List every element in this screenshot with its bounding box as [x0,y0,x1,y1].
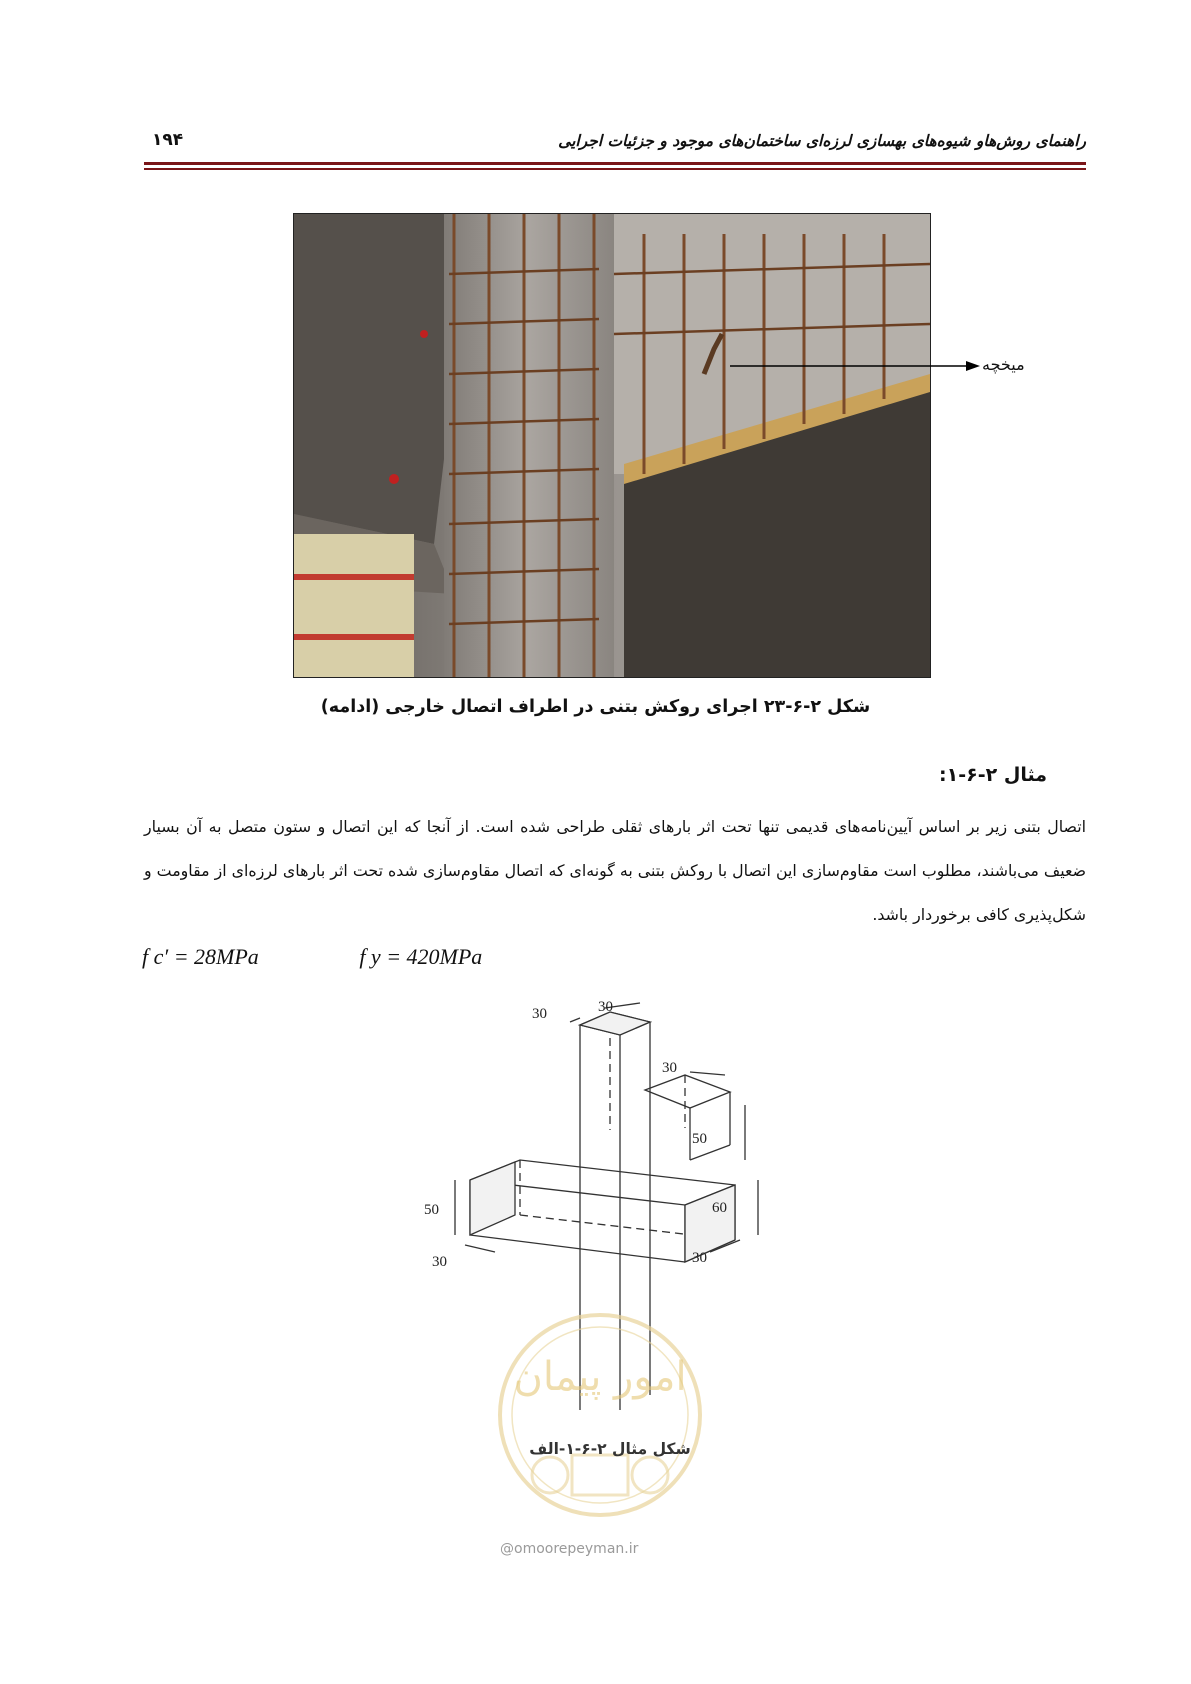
watermark-url: @omoorepeyman.ir [500,1541,639,1557]
formula-fy: f y = 420MPa [359,944,483,969]
dim-col-right: 30 [598,999,613,1015]
annotation-label: میخچه [982,355,1025,374]
dim-right-width: 30 [692,1250,707,1266]
formula-fc: f c′ = 28MPa [142,944,259,969]
diagram-caption: شکل مثال ۲-۶-۱-الف [529,1440,691,1458]
page-number: ۱۹۴ [152,130,184,150]
dim-back-width: 30 [662,1060,677,1076]
paragraph-text: اتصال بتنی زیر بر اساس آیین‌نامه‌های قدیمی تنها تحت اثر بارهای ثقلی طراحی شده است. از آنجا که این اتصال و ستون متصل به آن بسیار ضعیف می‌باشند، مطلوب است مقاوم‌سازی این اتصال با روکش بتنی به گونه‌ای که اتصال مقاوم‌سازی شده تحت اثر بارهای لرزه‌ای از مقاومت و شکل‌پذیری کافی برخوردار باشد. [144,817,1086,924]
dim-col-left: 30 [532,1006,547,1022]
dim-back-depth: 50 [692,1131,707,1147]
running-title: راهنمای روش‌هاو شیوه‌های بهسازی لرزه‌ای ساختمان‌های موجود و جزئیات اجرایی [558,132,1086,150]
header-rule-thick [144,162,1086,165]
example-paragraph [144,805,1086,937]
dim-left-depth: 50 [424,1202,439,1218]
construction-photo [293,213,931,678]
example-title: مثال ۲-۶-۱: [939,764,1047,786]
annotation-arrow [730,360,980,372]
watermark-logo [490,1305,710,1535]
dim-left-width: 30 [432,1254,447,1270]
watermark-text: امور پیمان [513,1354,687,1400]
page-header [144,124,1086,184]
header-rule-thin [144,168,1086,170]
figure-caption: شکل ۲-۶-۲۳ اجرای روکش بتنی در اطراف اتصال خارجی (ادامه) [320,697,871,717]
dim-right-depth: 60 [712,1200,727,1216]
material-properties [142,944,482,970]
